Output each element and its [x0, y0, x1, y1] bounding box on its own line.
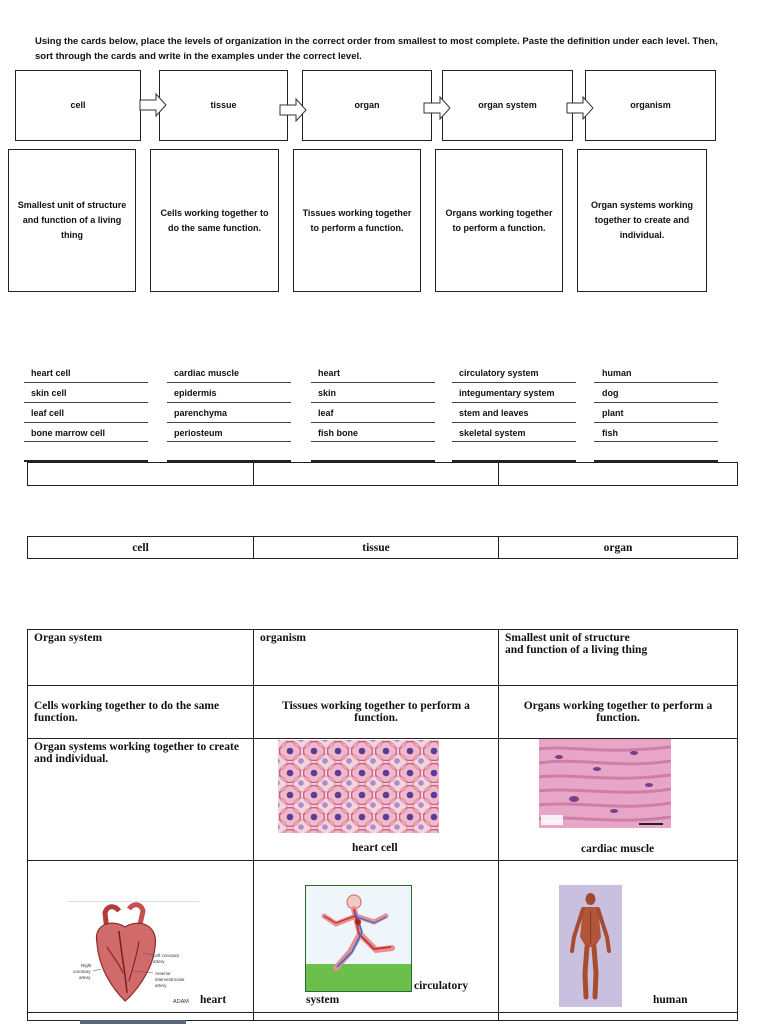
cell-text: Organs working together to perform a function. — [523, 700, 713, 724]
cell-text: Smallest unit of structure — [505, 632, 630, 644]
diagram-label: interventricular — [155, 977, 185, 982]
example-word[interactable]: skin — [318, 388, 337, 398]
right-arrow-icon — [139, 93, 167, 117]
cardiac-muscle-image[interactable] — [539, 739, 671, 828]
table-cell[interactable] — [254, 463, 499, 486]
definition-text: Organ systems working together to create and individual. — [590, 200, 694, 240]
table-header-cell: tissue — [254, 537, 499, 559]
divider — [311, 382, 435, 383]
table-cell[interactable] — [254, 630, 499, 686]
level-header-table — [27, 536, 738, 559]
table-cell[interactable] — [28, 630, 254, 686]
table-cell[interactable] — [499, 463, 738, 486]
table-header-cell: organ — [499, 537, 738, 559]
level-card-label: cell — [70, 100, 86, 110]
example-word[interactable]: skeletal system — [459, 428, 526, 438]
table-cell[interactable] — [28, 686, 254, 739]
diagram-label: coronary — [73, 969, 91, 974]
example-word[interactable]: periosteum — [174, 428, 223, 438]
image-label: cardiac muscle — [581, 843, 655, 855]
human-figure-image[interactable] — [559, 885, 622, 1007]
instructions: Using the cards below, place the levels of organization in the correct order from smallest to most complete. Paste the definition under each level. Then, sort through the cards and write in the examples under the correct level. — [35, 36, 718, 62]
divider — [594, 441, 718, 442]
divider — [167, 441, 291, 442]
level-card-label: organ system — [478, 100, 537, 110]
example-word[interactable]: cardiac muscle — [174, 368, 240, 378]
cell-text: Tissues working together to perform a function. — [282, 700, 470, 724]
level-card-organ-system[interactable] — [442, 70, 573, 141]
table-cell[interactable] — [254, 686, 499, 739]
definition-card[interactable] — [293, 149, 421, 292]
divider — [594, 382, 718, 383]
image-label: heart cell — [352, 842, 398, 854]
definition-text: Tissues working together to perform a function. — [302, 207, 412, 233]
cell-text: organism — [260, 632, 306, 644]
divider — [452, 382, 576, 383]
example-word[interactable]: dog — [602, 388, 619, 398]
divider — [24, 422, 148, 423]
example-word[interactable]: epidermis — [174, 388, 217, 398]
table-cell[interactable] — [28, 463, 254, 486]
diagram-label: artery — [153, 959, 165, 964]
definition-text: Cells working together to do the same function. — [160, 207, 269, 233]
divider — [167, 422, 291, 423]
divider — [311, 422, 435, 423]
definition-card[interactable] — [150, 149, 279, 292]
example-word[interactable]: leaf — [318, 408, 334, 418]
divider — [24, 382, 148, 383]
diagram-label: artery — [155, 983, 167, 988]
example-word[interactable]: heart cell — [31, 368, 71, 378]
diagram-label: Anterior — [155, 971, 171, 976]
divider — [594, 402, 718, 403]
image-label: human — [653, 994, 688, 1006]
cell-text: Cells working together to do the same function. — [34, 700, 220, 724]
example-word[interactable]: heart — [318, 368, 341, 378]
divider — [594, 422, 718, 423]
level-card-label: tissue — [210, 100, 237, 110]
example-word[interactable]: bone marrow cell — [31, 428, 106, 438]
definition-card[interactable] — [577, 149, 707, 292]
table-cell[interactable] — [499, 1013, 738, 1021]
example-word[interactable]: fish — [602, 428, 619, 438]
divider — [311, 402, 435, 403]
cell-text: Organ systems working together to create and individual. — [34, 741, 239, 765]
definition-card[interactable] — [8, 149, 136, 292]
example-word[interactable]: stem and leaves — [459, 408, 529, 418]
example-word[interactable]: integumentary system — [459, 388, 555, 398]
level-card-label: organism — [630, 100, 671, 110]
level-card-organism[interactable] — [585, 70, 716, 141]
example-word[interactable]: skin cell — [31, 388, 67, 398]
right-arrow-icon — [566, 96, 594, 120]
divider — [452, 441, 576, 442]
heart-cell-image[interactable] — [278, 740, 439, 833]
definition-text: Smallest unit of structure and function of a living thing — [17, 200, 127, 240]
partial-image — [80, 1020, 186, 1024]
example-word[interactable]: parenchyma — [174, 408, 228, 418]
divider — [452, 422, 576, 423]
example-word[interactable]: fish bone — [318, 428, 358, 438]
definition-text: Organs working together to perform a function. — [445, 207, 553, 233]
right-arrow-icon — [279, 98, 307, 122]
diagram-label: artery — [79, 975, 91, 980]
level-card-tissue[interactable] — [159, 70, 288, 141]
table-cell[interactable] — [254, 1013, 499, 1021]
table-cell[interactable] — [499, 630, 738, 686]
right-arrow-icon — [423, 96, 451, 120]
empty-table — [27, 462, 738, 486]
level-card-organ[interactable] — [302, 70, 432, 141]
definition-card[interactable] — [435, 149, 563, 292]
diagram-label: Left coronary — [153, 953, 180, 958]
level-card-cell[interactable] — [15, 70, 141, 141]
image-label: heart — [200, 994, 227, 1006]
example-word[interactable]: circulatory system — [459, 368, 539, 378]
divider — [167, 382, 291, 383]
example-word[interactable]: leaf cell — [31, 408, 65, 418]
example-word[interactable]: plant — [602, 408, 624, 418]
diagram-label: Right — [81, 963, 92, 968]
divider — [452, 402, 576, 403]
image-label: system — [306, 994, 340, 1006]
cell-text: Organ system — [34, 632, 103, 644]
divider — [24, 402, 148, 403]
circulatory-system-image[interactable] — [305, 885, 412, 992]
table-cell[interactable] — [28, 739, 254, 861]
example-word[interactable]: human — [602, 368, 632, 378]
table-cell[interactable] — [499, 686, 738, 739]
cell-text: and function of a living thing — [505, 644, 648, 656]
brand-logo: ADAM — [173, 999, 189, 1005]
image-label: circulatory — [414, 980, 469, 992]
level-card-label: organ — [354, 100, 380, 110]
heart-diagram-image[interactable] — [67, 901, 199, 1007]
divider — [311, 441, 435, 442]
divider — [24, 441, 148, 442]
divider — [167, 402, 291, 403]
table-header-cell: cell — [28, 537, 254, 559]
